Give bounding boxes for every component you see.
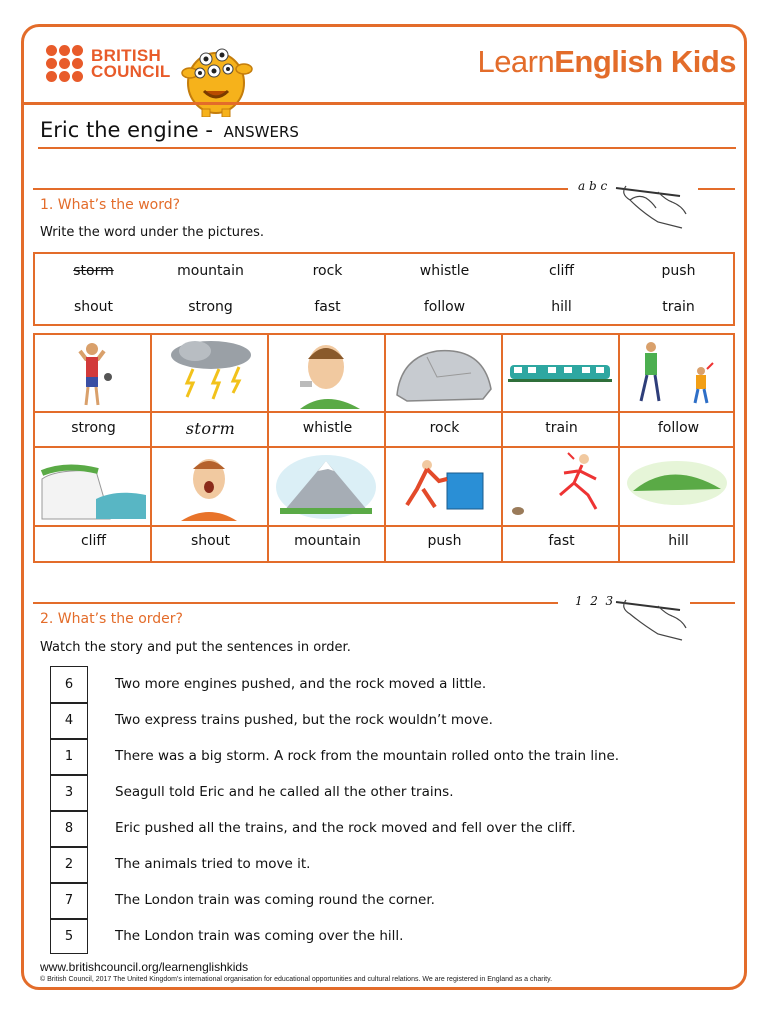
section1-instruction: Write the word under the pictures.: [40, 225, 264, 240]
order-number: 3: [64, 785, 74, 800]
order-sentence: The London train was coming round the corner.: [115, 892, 435, 908]
picture-label: whistle: [302, 420, 353, 436]
whistle-boy-picture: [270, 337, 383, 409]
shout-boy-picture: [153, 449, 266, 521]
order-sentence: Eric pushed all the trains, and the rock moved and fell over the cliff.: [115, 820, 576, 836]
writing-hand-icon: [612, 588, 690, 644]
order-sentence: Two express trains pushed, but the rock wouldn’t move.: [115, 712, 493, 728]
word-bank-item: mountain: [177, 263, 244, 279]
follow-picture: [621, 337, 734, 409]
section2-rule-left: [33, 602, 558, 604]
brand-line-1: BRITISH: [91, 45, 162, 65]
section1-rule-left: [33, 188, 568, 190]
word-bank-item: storm: [73, 263, 114, 279]
writing-hand-icon: [612, 172, 690, 232]
order-sentence: There was a big storm. A rock from the mountain rolled onto the train line.: [115, 748, 620, 764]
abc-letters: a b c: [578, 179, 608, 193]
word-bank-item: follow: [423, 299, 466, 315]
order-sentence: The London train was coming over the hill.: [115, 928, 404, 944]
word-bank-item: push: [661, 263, 696, 279]
header-divider: [21, 102, 747, 105]
picture-label: strong: [71, 420, 116, 436]
mountain-picture: [270, 449, 383, 521]
order-number: 4: [64, 713, 74, 728]
order-sentence: Two more engines pushed, and the rock moved a little.: [115, 676, 487, 692]
section1-rule-right: [698, 188, 735, 190]
footer-url-link[interactable]: www.britishcouncil.org/learnenglishkids: [40, 960, 249, 974]
picture-label: follow: [657, 420, 700, 436]
train-picture: [504, 337, 617, 409]
brand-line-2: COUNCIL: [91, 61, 171, 81]
number-sequence: 1 2 3: [575, 594, 614, 608]
word-bank-item: rock: [312, 263, 343, 279]
order-sentence: The animals tried to move it.: [115, 856, 311, 872]
page-title: Eric the engine - ANSWERS: [40, 118, 299, 142]
word-bank-item: train: [662, 299, 695, 315]
picture-label: hill: [668, 533, 689, 549]
footer-copyright: © British Council, 2017 The United Kingdom’s international organisation for educational opportunities and cultural relations. We are registered in England as a charity.: [40, 976, 553, 983]
order-number-column: [50, 666, 88, 954]
picture-label: push: [427, 533, 462, 549]
word-bank-box: [33, 252, 735, 326]
british-council-logo: [46, 45, 171, 82]
picture-label: shout: [190, 533, 231, 549]
word-bank-item: fast: [314, 299, 341, 315]
picture-label: cliff: [80, 533, 107, 549]
section2-rule-right: [690, 602, 735, 604]
order-number: 2: [64, 857, 74, 872]
picture-label: mountain: [294, 533, 361, 549]
strong-man-picture: [36, 337, 149, 409]
fast-runner-picture: [504, 449, 617, 521]
section1-heading: 1. What’s the word?: [40, 197, 181, 213]
order-number: 7: [64, 893, 74, 908]
section2-heading: 2. What’s the order?: [40, 611, 183, 627]
cliff-picture: [36, 449, 149, 521]
rock-picture: [387, 337, 500, 409]
order-number: 1: [64, 749, 74, 764]
word-bank-item: shout: [73, 299, 114, 315]
order-number: 5: [64, 929, 74, 944]
section2-instruction: Watch the story and put the sentences in order.: [40, 640, 351, 655]
learnenglish-kids-logo: LearnEnglish Kids: [477, 44, 736, 79]
word-bank-item: strong: [188, 299, 233, 315]
word-bank-item: hill: [551, 299, 572, 315]
hill-picture: [621, 449, 734, 521]
order-number: 6: [64, 677, 74, 692]
picture-grid: [33, 333, 735, 563]
british-council-dots-icon: [46, 45, 83, 82]
title-underline: [38, 147, 736, 149]
order-number: 8: [64, 821, 74, 836]
word-bank-item: whistle: [419, 263, 470, 279]
picture-label: rock: [429, 420, 460, 436]
picture-label: train: [545, 420, 578, 436]
picture-label: storm: [185, 419, 236, 438]
push-picture: [387, 449, 500, 521]
storm-picture: [153, 337, 266, 409]
word-bank-item: cliff: [548, 263, 575, 279]
order-sentence: Seagull told Eric and he called all the other trains.: [115, 784, 454, 800]
picture-label: fast: [548, 533, 575, 549]
